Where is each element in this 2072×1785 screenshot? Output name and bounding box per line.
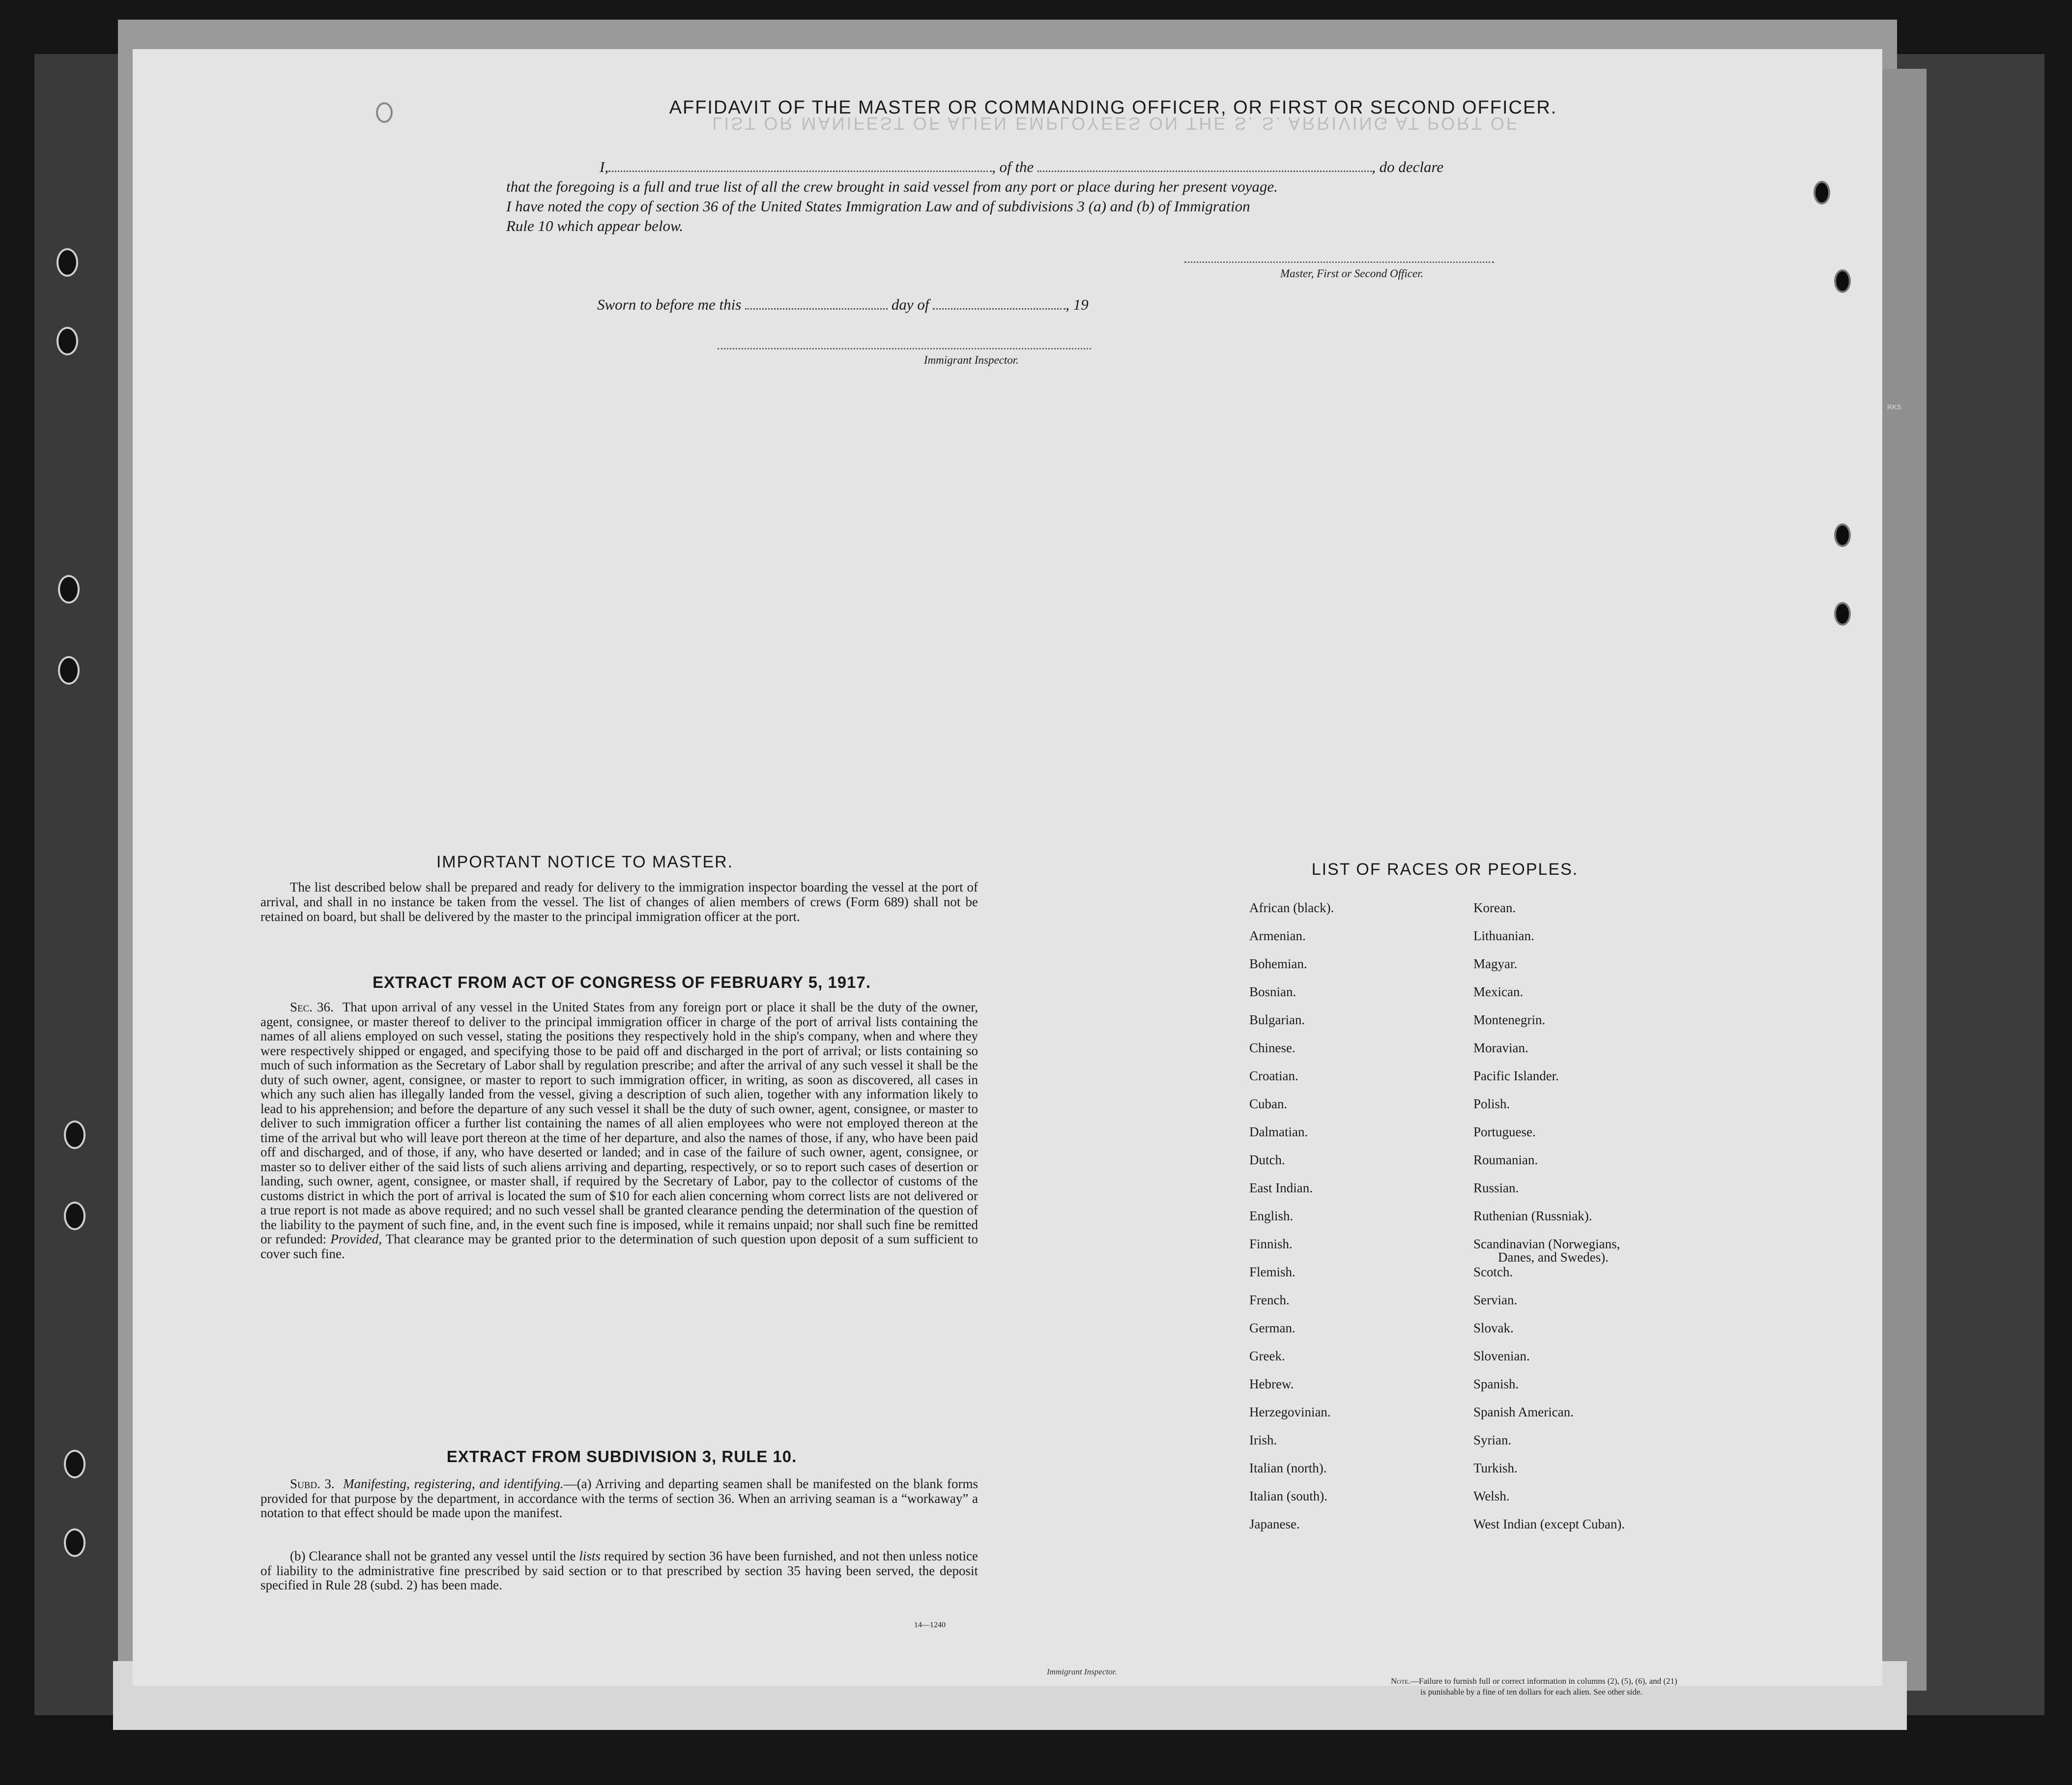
race-item: Bosnian.	[1249, 984, 1296, 999]
master-signature-label: Master, First or Second Officer.	[1280, 267, 1424, 280]
race-item: Spanish.	[1473, 1377, 1519, 1391]
bleed-through-title: LIST OR MANIFEST OF ALIEN EMPLOYEES ON THE S. S. ARRIVING AT PORT OF	[712, 114, 1519, 134]
race-item: Croatian.	[1249, 1068, 1298, 1083]
binder-hole	[57, 327, 78, 355]
underlying-note	[1391, 1676, 1833, 1698]
race-item: Magyar.	[1473, 956, 1518, 971]
subd-label: Subd. 3.	[290, 1476, 335, 1491]
race-item: Dutch.	[1249, 1152, 1285, 1167]
race-item: Moravian.	[1473, 1040, 1528, 1055]
subdivision-b-text	[260, 1549, 978, 1593]
affidavit-line-3: I have noted the copy of section 36 of the United States Immigration Law and of subdivisions 3 (a) and (b) of Immigration	[506, 198, 1250, 215]
binder-hole	[64, 1121, 86, 1149]
section-label: Sec. 36.	[290, 1000, 334, 1014]
race-item: Scandinavian (Norwegians,	[1473, 1237, 1620, 1251]
race-item: Roumanian.	[1473, 1152, 1538, 1167]
race-item: Finnish.	[1249, 1237, 1293, 1251]
subd-a-body: —(a) Arriving and departing seamen shall be manifested on the blank forms provided for that purpose by the department, in accordance with the terms of section 36. When an arriving seaman is a “workaway” a notation to that effect should be made upon the manifest.	[260, 1476, 978, 1520]
name-blank[interactable]	[608, 166, 992, 172]
race-item: Japanese.	[1249, 1517, 1300, 1531]
punch-hole	[1834, 602, 1851, 626]
extract-act-title: EXTRACT FROM ACT OF CONGRESS OF FEBRUARY 5, 1917.	[372, 973, 871, 991]
race-item: Russian.	[1473, 1180, 1519, 1195]
race-item: Welsh.	[1473, 1489, 1510, 1503]
race-item: Italian (south).	[1249, 1489, 1327, 1503]
form-number: 14—1240	[914, 1621, 946, 1629]
subd-heading: Manifesting, registering, and identifying.	[343, 1476, 564, 1491]
race-item: Pacific Islander.	[1473, 1068, 1559, 1083]
binder-hole	[57, 248, 78, 277]
binder-hole	[64, 1528, 86, 1557]
race-item: Ruthenian (Russniak).	[1473, 1209, 1592, 1223]
master-signature-line[interactable]	[1184, 260, 1494, 263]
notice-text: The list described below shall be prepared and ready for delivery to the immigration inspector boarding the vessel at the port of arrival, and shall in no instance be taken from the vessel. The list of changes of alien members of crews (Form 689) shall not be retained on board, but shall be delivered by the master to the principal immigration officer at the port.	[260, 880, 978, 924]
race-item: German.	[1249, 1321, 1295, 1335]
race-item: Turkish.	[1473, 1461, 1518, 1475]
races-title: LIST OF RACES OR PEOPLES.	[1311, 860, 1579, 879]
sworn-line	[597, 296, 1089, 314]
binder-hole	[64, 1202, 86, 1230]
race-item: English.	[1249, 1209, 1294, 1223]
race-item: Chinese.	[1249, 1040, 1295, 1055]
inspector-signature-line[interactable]	[718, 347, 1091, 349]
inspector-signature-label: Immigrant Inspector.	[924, 354, 1019, 366]
sworn-day-blank[interactable]	[745, 303, 888, 310]
race-item: East Indian.	[1249, 1180, 1313, 1195]
affidavit-title: AFFIDAVIT OF THE MASTER OR COMMANDING OFFICER, OR FIRST OR SECOND OFFICER.	[669, 97, 1557, 118]
extract-rule-title: EXTRACT FROM SUBDIVISION 3, RULE 10.	[446, 1447, 797, 1466]
race-item: Mexican.	[1473, 984, 1524, 999]
punch-hole	[1834, 523, 1851, 547]
subdivision-a-text	[260, 1477, 978, 1521]
affidavit-line-4: Rule 10 which appear below.	[506, 217, 684, 234]
race-item: Irish.	[1249, 1433, 1277, 1447]
section-36-body: That upon arrival of any vessel in the United States from any foreign port or place it shall be the duty of the owner, agent, consignee, or master thereof to deliver to the principal immigration officer in charge of the port of arrival lists containing the names of all aliens employed on such vessel, stating the positions they respectively hold in the ship's company, when and where they were respectively shipped or engaged, and specifying those to be paid off and discharged in the port of arrival; or lists containing so much of such information as the Secretary of Labor shall by regulation prescribe; and after the arrival of any such vessel it shall be the duty of such owner, agent, consignee, or master to report to such immigration officer, in writing, as soon as discovered, all cases in which any such alien has illegally landed from the vessel, giving a description of such alien, together with any information likely to lead to his apprehension; and before the departure of any such vessel it shall be the duty of such owner, agent, consignee, or master to deliver to such immigration officer a further list containing the names of all alien employees who were not employed thereon at the time of the arrival but who will leave port thereon at the time of her departure, and also the names of those, if any, who have been paid off and discharged, and of those, if any, who have deserted or landed; and in case of the failure of such owner, agent, consignee, or master so to deliver either of the said lists of such aliens arriving and departing, respectively, or so to report such cases of desertion or landing, such owner, agent, consignee, or master shall, if required by the Secretary of Labor, pay to the collector of customs of the customs district in which the port of arrival is located the sum of $10 for each alien concerning whom correct lists are not delivered or a true report is not made as above required; and no such vessel shall be granted clearance pending the determination of the question of the liability to the payment of such fine, and, in the event such fine is imposed, while it remains unpaid; nor shall such fine be remitted or refunded:	[260, 1000, 978, 1246]
races-left-column	[1249, 900, 1334, 1545]
race-item: Montenegrin.	[1473, 1012, 1546, 1027]
race-item: Spanish American.	[1473, 1405, 1574, 1419]
lists-word: lists	[579, 1549, 601, 1563]
sworn-label: Sworn to before me this	[597, 296, 742, 313]
subd-b-start: (b) Clearance shall not be granted any vessel until the	[290, 1549, 576, 1563]
binder-hole	[58, 575, 80, 604]
punch-hole	[1813, 181, 1830, 204]
race-item: Scotch.	[1473, 1265, 1513, 1279]
affidavit-of-the: , of the	[992, 158, 1034, 175]
race-item: Dalmatian.	[1249, 1124, 1308, 1139]
underlying-inspector-label: Immigrant Inspector.	[1047, 1667, 1117, 1676]
race-item: French.	[1249, 1293, 1290, 1307]
race-item: Bohemian.	[1249, 956, 1307, 971]
race-item: Slovenian.	[1473, 1349, 1530, 1363]
affidavit-line-2: that the foregoing is a full and true list of all the crew brought in said vessel from any port or place during her present voyage.	[506, 178, 1278, 195]
note-label: Note.	[1391, 1676, 1410, 1686]
race-item: Lithuanian.	[1473, 928, 1534, 943]
sworn-month-blank[interactable]	[933, 303, 1065, 310]
race-item: Armenian.	[1249, 928, 1306, 943]
binder-hole	[58, 656, 80, 685]
race-item: African (black).	[1249, 900, 1334, 915]
race-item: Greek.	[1249, 1349, 1285, 1363]
races-right-column	[1473, 900, 1625, 1545]
race-item: Korean.	[1473, 900, 1516, 915]
race-item: Herzegovinian.	[1249, 1405, 1331, 1419]
affidavit-i: I,	[600, 158, 609, 175]
year-label: , 19	[1065, 296, 1089, 313]
binder-hole	[64, 1450, 86, 1478]
provided-word: Provided,	[330, 1232, 382, 1246]
race-item: Flemish.	[1249, 1265, 1295, 1279]
note-line-1: —Failure to furnish full or correct information in columns (2), (5), (6), and (21)	[1410, 1676, 1677, 1686]
race-item: Cuban.	[1249, 1096, 1288, 1111]
affidavit-declaration-line	[600, 158, 1443, 176]
race-item: Slovak.	[1473, 1321, 1514, 1335]
race-item: West Indian (except Cuban).	[1473, 1517, 1625, 1531]
notice-title: IMPORTANT NOTICE TO MASTER.	[436, 853, 734, 871]
race-item: Portuguese.	[1473, 1124, 1536, 1139]
affidavit-page	[133, 49, 1882, 1686]
race-item: Bulgarian.	[1249, 1012, 1305, 1027]
race-item: Italian (north).	[1249, 1461, 1327, 1475]
race-item: Danes, and Swedes).	[1498, 1250, 1609, 1265]
race-item: Servian.	[1473, 1293, 1518, 1307]
day-of-label: day of	[891, 296, 929, 313]
race-item: Polish.	[1473, 1096, 1510, 1111]
section-36-end: That clearance may be granted prior to the determination of such question upon deposit of a sum sufficient to cover such fine.	[260, 1232, 978, 1261]
vessel-blank[interactable]	[1037, 166, 1372, 172]
race-item: Syrian.	[1473, 1433, 1512, 1447]
section-36-text	[260, 1000, 978, 1261]
affidavit-do-declare: , do declare	[1372, 158, 1444, 175]
subd-b-end: required by section 36 have been furnished, and not then unless notice of liability to the administrative fine prescribed by said section or to that prescribed by section 35 having been served, the deposit specified in Rule 28 (subd. 2) has been made.	[260, 1549, 978, 1592]
punch-hole	[376, 102, 393, 123]
underlying-column-label: RKS	[1887, 403, 1901, 411]
race-item: Hebrew.	[1249, 1377, 1294, 1391]
punch-hole	[1834, 269, 1851, 293]
note-line-2: is punishable by a fine of ten dollars for each alien. See other side.	[1420, 1687, 1642, 1697]
